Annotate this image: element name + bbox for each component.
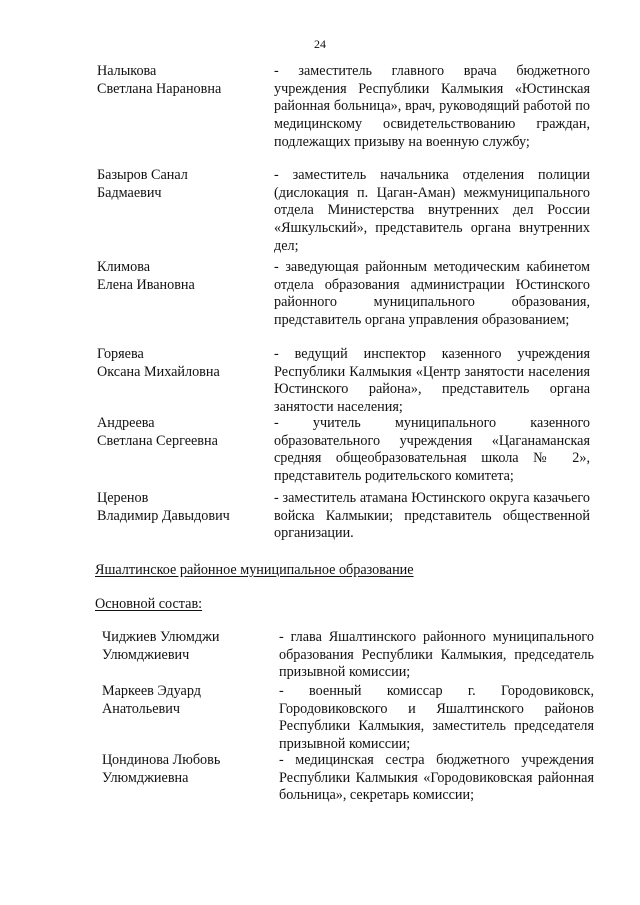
member-role: - военный комиссар г. Городовиковск, Городовиковского и Яшалтинского районов Республики Калмыкия, заместитель председателя призывной комиссии;: [279, 683, 594, 753]
member-name: Андреева Светлана Сергеевна: [97, 415, 218, 449]
member-role: - ведущий инспектор казенного учреждения Республики Калмыкия «Центр занятости населения Юстинского района», представитель органа занятости населения;: [274, 346, 590, 416]
member-name: Базыров Санал Бадмаевич: [97, 167, 188, 201]
member-name: Чиджиев Улюмджи Улюмджиевич: [102, 629, 220, 663]
member-role: - заместитель атамана Юстинского округа казачьего войска Калмыкии; представитель общественной организации.: [274, 490, 590, 542]
subsection-heading: Основной состав:: [95, 596, 203, 612]
member-role: - заместитель главного врача бюджетного учреждения Республики Калмыкия «Юстинская районная больница», врач, руководящий работой по медицинскому освидетельствованию граждан, подлежащих призыву на военную службу;: [274, 63, 590, 150]
member-role: - глава Яшалтинского районного муниципального образования Республики Калмыкия, председатель призывной комиссии;: [279, 629, 594, 681]
member-name: Горяева Оксана Михайловна: [97, 346, 220, 380]
member-name: Цондинова Любовь Улюмджиевна: [102, 752, 221, 786]
member-role: - заместитель начальника отделения полиции (дислокация п. Цаган-Аман) межмуниципального отдела Министерства внутренних дел России «Яшкульский», представитель органа внутренних дел;: [274, 167, 590, 254]
member-name: Налыкова Светлана Нарановна: [97, 63, 222, 97]
member-name: Маркеев Эдуард Анатольевич: [102, 683, 201, 717]
page-number: 24: [314, 37, 326, 51]
member-name: Церенов Владимир Давыдович: [97, 490, 230, 524]
member-role: - медицинская сестра бюджетного учреждения Республики Калмыкия «Городовиковская районная больница», секретарь комиссии;: [279, 752, 594, 804]
section-heading: Яшалтинское районное муниципальное образование: [95, 562, 414, 578]
member-name: Климова Елена Ивановна: [97, 259, 195, 293]
member-role: - учитель муниципального казенного образовательного учреждения «Цаганаманская средняя общеобразовательная школа № 2», представитель родительского комитета;: [274, 415, 590, 485]
member-role: - заведующая районным методическим кабинетом отдела образования администрации Юстинского районного муниципального образования, представитель органа управления образованием;: [274, 259, 590, 329]
